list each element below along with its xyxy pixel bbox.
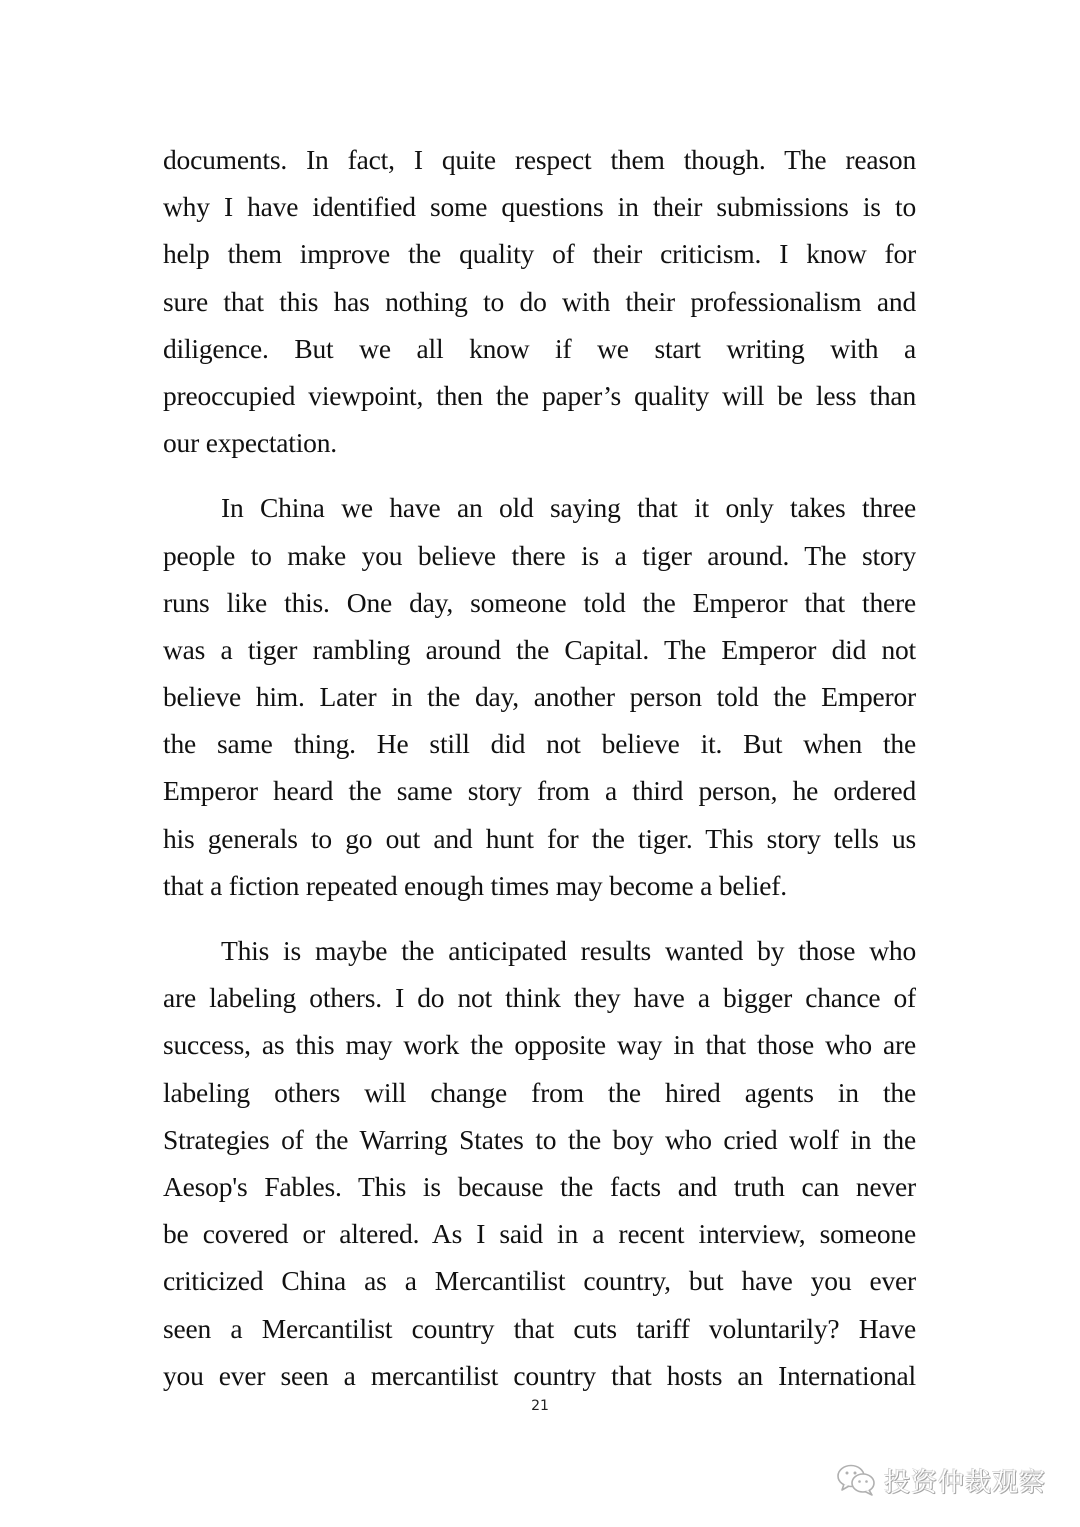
text-line: In China we have an old saying that it only takes three (221, 492, 916, 524)
text-line: success, as this may work the opposite way in that those who are (163, 1029, 916, 1061)
watermark (836, 1460, 1046, 1500)
text-line: that a fiction repeated enough times may become a belief. (163, 869, 787, 901)
document-body (163, 136, 916, 1399)
text-line: Aesop's Fables. This is because the facts and truth can never (163, 1170, 916, 1202)
text-line: labeling others will change from the hired agents in the (163, 1076, 916, 1108)
text-line: our expectation. (163, 427, 337, 459)
watermark-text: 投资仲裁观察 (884, 1467, 1047, 1498)
text-line: runs like this. One day, someone told the Emperor that there (163, 586, 916, 618)
text-line: preoccupied viewpoint, then the paper’s quality will be less than (163, 379, 916, 411)
text-line: seen a Mercantilist country that cuts tariff voluntarily? Have (163, 1312, 916, 1344)
text-line: the same thing. He still did not believe it. But when the (163, 728, 916, 760)
text-line: why I have identified some questions in their submissions is to (163, 191, 916, 223)
text-line: his generals to go out and hunt for the tiger. This story tells us (163, 822, 916, 854)
text-line: help them improve the quality of their criticism. I know for (163, 238, 916, 270)
text-line: criticized China as a Mercantilist country, but have you ever (163, 1265, 916, 1297)
text-line: believe him. Later in the day, another person told the Emperor (163, 681, 916, 713)
paragraph-spacer (163, 466, 916, 484)
page-number: 21 (531, 1398, 549, 1414)
text-line: documents. In fact, I quite respect them though. The reason (163, 144, 916, 175)
text-line: Strategies of the Warring States to the boy who cried wolf in the (163, 1123, 916, 1155)
text-line: diligence. But we all know if we start writing with a (163, 332, 916, 364)
wechat-icon (836, 1463, 878, 1497)
text-line: This is maybe the anticipated results wanted by those who (221, 935, 916, 966)
paragraph (163, 136, 916, 466)
text-line: was a tiger rambling around the Capital. The Emperor did not (163, 633, 916, 665)
text-line: people to make you believe there is a tiger around. The story (163, 539, 916, 571)
text-line: you ever seen a mercantilist country that hosts an International (163, 1359, 916, 1391)
paragraph (163, 927, 916, 1399)
text-line: Emperor heard the same story from a third person, he ordered (163, 775, 916, 807)
paragraph (163, 484, 916, 909)
text-line: sure that this has nothing to do with their professionalism and (163, 285, 916, 317)
text-line: are labeling others. I do not think they have a bigger chance of (163, 982, 916, 1014)
paragraph-spacer (163, 909, 916, 927)
text-line: be covered or altered. As I said in a recent interview, someone (163, 1218, 916, 1250)
